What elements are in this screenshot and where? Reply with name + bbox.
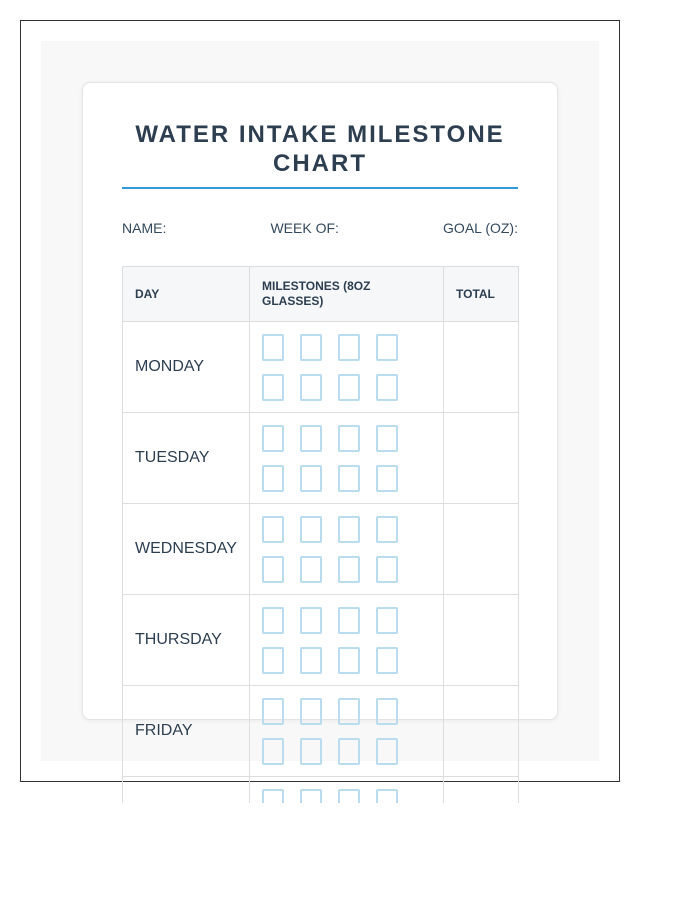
glass-checkbox-icon[interactable] bbox=[262, 425, 284, 452]
glass-checkbox-icon[interactable] bbox=[300, 647, 322, 674]
page-title: WATER INTAKE MILESTONE CHART bbox=[135, 121, 505, 177]
glass-checkbox-grid bbox=[262, 425, 431, 492]
milestones-cell bbox=[250, 777, 444, 804]
glass-checkbox-grid bbox=[262, 516, 431, 583]
day-label: TUESDAY bbox=[123, 413, 250, 504]
glass-checkbox-icon[interactable] bbox=[338, 607, 360, 634]
day-label: WEDNESDAY bbox=[123, 504, 250, 595]
glass-checkbox-grid bbox=[262, 698, 431, 765]
glass-checkbox-icon[interactable] bbox=[262, 789, 284, 804]
glass-checkbox-icon[interactable] bbox=[376, 738, 398, 765]
total-cell[interactable] bbox=[444, 686, 519, 777]
table-row bbox=[123, 686, 519, 777]
glass-checkbox-icon[interactable] bbox=[262, 516, 284, 543]
glass-checkbox-icon[interactable] bbox=[338, 465, 360, 492]
glass-checkbox-icon[interactable] bbox=[376, 647, 398, 674]
glass-checkbox-icon[interactable] bbox=[338, 738, 360, 765]
day-label: MONDAY bbox=[123, 322, 250, 413]
glass-checkbox-icon[interactable] bbox=[262, 556, 284, 583]
day-label: THURSDAY bbox=[123, 595, 250, 686]
glass-checkbox-icon[interactable] bbox=[300, 789, 322, 804]
glass-checkbox-icon[interactable] bbox=[338, 334, 360, 361]
table-row bbox=[123, 413, 519, 504]
table-row bbox=[123, 322, 519, 413]
milestone-table bbox=[122, 266, 519, 803]
glass-checkbox-grid bbox=[262, 607, 431, 674]
glass-checkbox-icon[interactable] bbox=[300, 425, 322, 452]
glass-checkbox-grid bbox=[262, 334, 431, 401]
goal-label: GOAL (OZ): bbox=[443, 220, 518, 236]
day-label: FRIDAY bbox=[123, 686, 250, 777]
glass-checkbox-icon[interactable] bbox=[300, 465, 322, 492]
glass-checkbox-icon[interactable] bbox=[300, 738, 322, 765]
milestones-cell bbox=[250, 413, 444, 504]
glass-checkbox-icon[interactable] bbox=[376, 374, 398, 401]
glass-checkbox-icon[interactable] bbox=[300, 374, 322, 401]
glass-checkbox-icon[interactable] bbox=[262, 698, 284, 725]
total-cell[interactable] bbox=[444, 504, 519, 595]
glass-checkbox-icon[interactable] bbox=[262, 465, 284, 492]
glass-checkbox-icon[interactable] bbox=[376, 789, 398, 804]
table-row bbox=[123, 595, 519, 686]
total-cell[interactable] bbox=[444, 777, 519, 804]
day-label bbox=[123, 777, 250, 804]
glass-checkbox-icon[interactable] bbox=[262, 334, 284, 361]
glass-checkbox-icon[interactable] bbox=[376, 425, 398, 452]
milestones-cell bbox=[250, 686, 444, 777]
header-total: TOTAL bbox=[444, 267, 519, 322]
total-cell[interactable] bbox=[444, 322, 519, 413]
glass-checkbox-icon[interactable] bbox=[338, 698, 360, 725]
table-row bbox=[123, 504, 519, 595]
glass-checkbox-icon[interactable] bbox=[300, 516, 322, 543]
glass-checkbox-icon[interactable] bbox=[262, 607, 284, 634]
glass-checkbox-icon[interactable] bbox=[262, 647, 284, 674]
glass-checkbox-icon[interactable] bbox=[376, 465, 398, 492]
glass-checkbox-icon[interactable] bbox=[262, 374, 284, 401]
milestones-cell bbox=[250, 322, 444, 413]
glass-checkbox-icon[interactable] bbox=[376, 556, 398, 583]
glass-checkbox-icon[interactable] bbox=[338, 556, 360, 583]
glass-checkbox-icon[interactable] bbox=[338, 374, 360, 401]
milestones-cell bbox=[250, 595, 444, 686]
total-cell[interactable] bbox=[444, 595, 519, 686]
glass-checkbox-icon[interactable] bbox=[262, 738, 284, 765]
glass-checkbox-icon[interactable] bbox=[376, 516, 398, 543]
glass-checkbox-icon[interactable] bbox=[300, 698, 322, 725]
glass-checkbox-icon[interactable] bbox=[376, 607, 398, 634]
glass-checkbox-icon[interactable] bbox=[338, 516, 360, 543]
total-cell[interactable] bbox=[444, 413, 519, 504]
glass-checkbox-icon[interactable] bbox=[300, 607, 322, 634]
glass-checkbox-icon[interactable] bbox=[376, 334, 398, 361]
table-header-row bbox=[123, 267, 519, 322]
glass-checkbox-icon[interactable] bbox=[376, 698, 398, 725]
glass-checkbox-icon[interactable] bbox=[338, 789, 360, 804]
glass-checkbox-icon[interactable] bbox=[338, 425, 360, 452]
milestones-cell bbox=[250, 504, 444, 595]
table-body bbox=[123, 322, 519, 804]
week-of-label: WEEK OF: bbox=[270, 220, 339, 236]
glass-checkbox-icon[interactable] bbox=[300, 334, 322, 361]
header-day: DAY bbox=[123, 267, 250, 322]
table-row bbox=[123, 777, 519, 804]
glass-checkbox-icon[interactable] bbox=[300, 556, 322, 583]
header-milestones: MILESTONES (8OZ GLASSES) bbox=[250, 267, 444, 322]
glass-checkbox-icon[interactable] bbox=[338, 647, 360, 674]
glass-checkbox-grid bbox=[262, 789, 431, 804]
name-label: NAME: bbox=[122, 220, 167, 236]
